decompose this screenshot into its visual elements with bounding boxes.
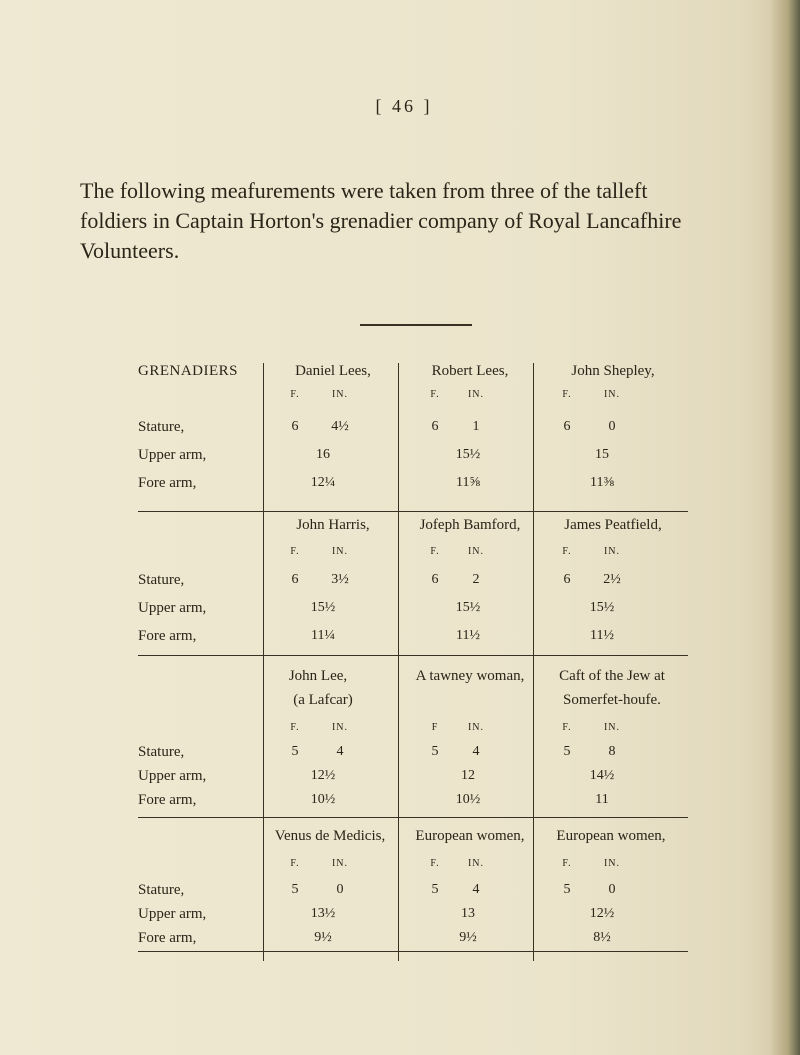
- fore-arm-value: 11½: [590, 628, 614, 643]
- stature-feet: 6: [291, 572, 299, 587]
- row-label-stature: Stature,: [138, 572, 185, 588]
- fore-arm-value: 10½: [310, 792, 336, 807]
- upper-arm-value: 12½: [310, 768, 336, 783]
- unit-feet: F.: [290, 546, 300, 557]
- column-name: European women,: [556, 828, 666, 844]
- row-label-fore-arm: Fore arm,: [138, 930, 197, 946]
- upper-arm-value: 15½: [455, 600, 481, 615]
- fore-arm-value: 9½: [314, 930, 332, 945]
- fore-arm-value: 11⅜: [590, 475, 614, 490]
- column-name: John Lee,: [288, 668, 348, 684]
- upper-arm-value: 15: [595, 447, 609, 462]
- unit-inches: IN.: [603, 858, 621, 869]
- upper-arm-value: 13½: [310, 906, 336, 921]
- upper-arm-value: 13: [461, 906, 475, 921]
- column-name: European women,: [415, 828, 525, 844]
- measurement-table-1: [138, 363, 688, 513]
- stature-feet: 5: [291, 744, 299, 759]
- stature-feet: 5: [563, 744, 571, 759]
- stature-inches: 4: [472, 744, 480, 759]
- row-label-stature: Stature,: [138, 882, 185, 898]
- measurement-table-4: [138, 818, 688, 963]
- unit-inches: IN.: [467, 858, 485, 869]
- table-header-label: GRENADIERS: [138, 363, 239, 379]
- row-label-stature: Stature,: [138, 744, 185, 760]
- unit-feet: F: [431, 722, 439, 733]
- stature-feet: 6: [291, 419, 299, 434]
- unit-feet: F.: [562, 858, 572, 869]
- row-label-fore-arm: Fore arm,: [138, 475, 197, 491]
- stature-inches: 8: [608, 744, 616, 759]
- measurement-table-3: [138, 656, 688, 819]
- fore-arm-value: 8½: [593, 930, 611, 945]
- stature-inches: 2: [472, 572, 480, 587]
- fore-arm-value: 11⅝: [456, 475, 480, 490]
- unit-inches: IN.: [331, 546, 349, 557]
- fore-arm-value: 12¼: [310, 475, 336, 490]
- ornamental-rule: [360, 324, 472, 326]
- column-divider: [533, 363, 534, 511]
- upper-arm-value: 15½: [455, 447, 481, 462]
- column-divider: [398, 363, 399, 511]
- unit-feet: F.: [290, 722, 300, 733]
- column-subname: Somerfet-houfe.: [563, 692, 661, 708]
- stature-feet: 6: [431, 572, 439, 587]
- column-name: Jofeph Bamford,: [419, 517, 521, 533]
- fore-arm-value: 11: [595, 792, 609, 807]
- row-label-upper-arm: Upper arm,: [138, 768, 207, 784]
- stature-feet: 6: [563, 572, 571, 587]
- stature-feet: 5: [431, 882, 439, 897]
- unit-inches: IN.: [603, 546, 621, 557]
- upper-arm-value: 15½: [310, 600, 336, 615]
- upper-arm-value: 12: [461, 768, 475, 783]
- fore-arm-value: 10½: [455, 792, 481, 807]
- unit-feet: F.: [290, 858, 300, 869]
- upper-arm-value: 14½: [589, 768, 615, 783]
- unit-feet: F.: [562, 389, 572, 400]
- row-label-stature: Stature,: [138, 419, 185, 435]
- unit-inches: IN.: [467, 389, 485, 400]
- column-subname: (a Lafcar): [293, 692, 353, 708]
- fore-arm-value: 11½: [456, 628, 480, 643]
- upper-arm-value: 12½: [589, 906, 615, 921]
- stature-feet: 6: [563, 419, 571, 434]
- column-name: John Shepley,: [571, 363, 655, 379]
- stature-feet: 5: [431, 744, 439, 759]
- stature-inches: 3½: [331, 572, 349, 587]
- unit-inches: IN.: [603, 389, 621, 400]
- column-name: John Harris,: [296, 517, 370, 533]
- unit-feet: F.: [430, 546, 440, 557]
- table-rule: [138, 951, 688, 952]
- unit-inches: IN.: [603, 722, 621, 733]
- column-name: Robert Lees,: [431, 363, 509, 379]
- stature-inches: 4: [336, 744, 344, 759]
- unit-inches: IN.: [467, 546, 485, 557]
- stature-inches: 0: [608, 419, 616, 434]
- fore-arm-value: 11¼: [311, 628, 335, 643]
- intro-paragraph: The following meafurements were taken from three of the talleft foldiers in Captain Horton's grenadier company of Royal Lancafhire Volunteers.: [80, 178, 682, 263]
- stature-feet: 6: [431, 419, 439, 434]
- unit-inches: IN.: [467, 722, 485, 733]
- column-divider: [263, 363, 264, 511]
- upper-arm-value: 16: [316, 447, 330, 462]
- unit-feet: F.: [290, 389, 300, 400]
- unit-inches: IN.: [331, 389, 349, 400]
- row-label-upper-arm: Upper arm,: [138, 600, 207, 616]
- column-name: Caft of the Jew at: [559, 668, 665, 684]
- measurement-table-2: [138, 512, 688, 657]
- unit-feet: F.: [430, 858, 440, 869]
- unit-inches: IN.: [331, 722, 349, 733]
- page-number: [ 46 ]: [375, 96, 433, 116]
- stature-inches: 0: [336, 882, 344, 897]
- unit-inches: IN.: [331, 858, 349, 869]
- stature-feet: 5: [563, 882, 571, 897]
- column-name: Venus de Medicis,: [274, 828, 386, 844]
- unit-feet: F.: [562, 546, 572, 557]
- column-name: James Peatfield,: [564, 517, 662, 533]
- row-label-upper-arm: Upper arm,: [138, 447, 207, 463]
- stature-inches: 1: [472, 419, 480, 434]
- stature-inches: 4: [472, 882, 480, 897]
- upper-arm-value: 15½: [589, 600, 615, 615]
- row-label-fore-arm: Fore arm,: [138, 792, 197, 808]
- stature-inches: 2½: [603, 572, 621, 587]
- column-divider: [398, 656, 399, 817]
- column-name: A tawney woman,: [415, 668, 525, 684]
- row-label-upper-arm: Upper arm,: [138, 906, 207, 922]
- column-name: Daniel Lees,: [295, 363, 371, 379]
- stature-inches: 4½: [331, 419, 349, 434]
- fore-arm-value: 9½: [459, 930, 477, 945]
- unit-feet: F.: [562, 722, 572, 733]
- row-label-fore-arm: Fore arm,: [138, 628, 197, 644]
- stature-inches: 0: [608, 882, 616, 897]
- stature-feet: 5: [291, 882, 299, 897]
- unit-feet: F.: [430, 389, 440, 400]
